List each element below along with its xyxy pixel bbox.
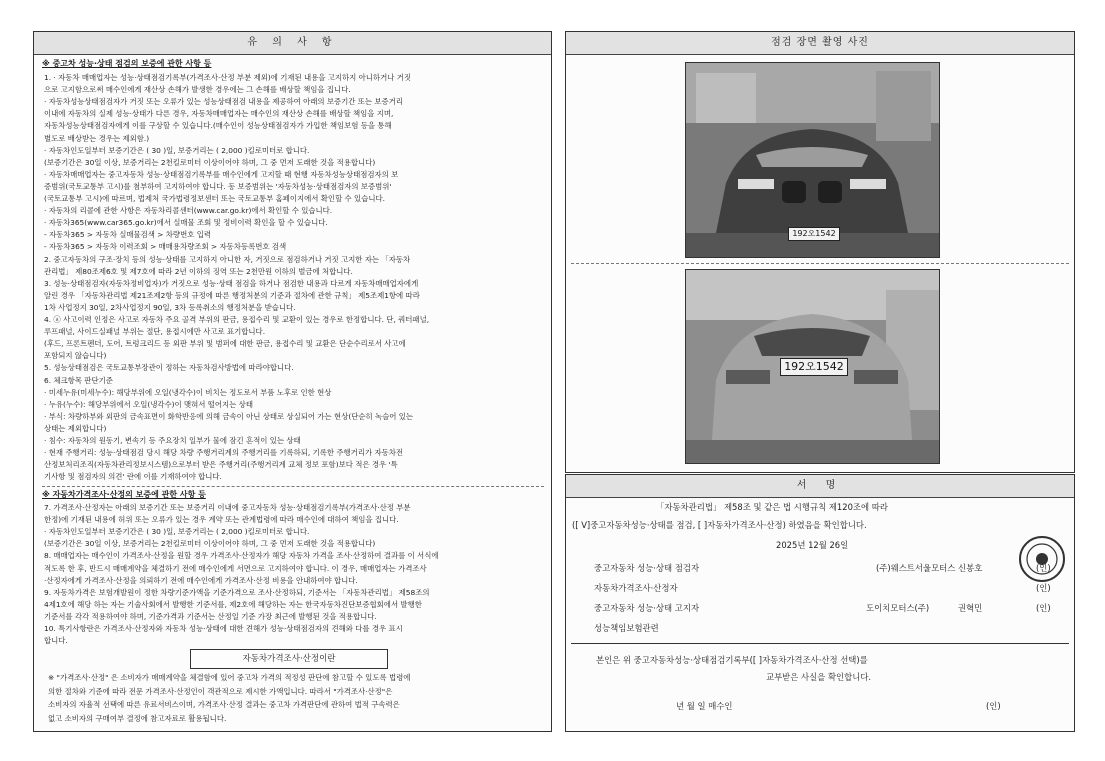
signer-role-label: 성능책임보험관련 xyxy=(594,623,659,633)
section-1-line: · 자동차매매업자는 중고자동차 성능·상태점검기록부를 매수인에게 고지할 때 현행 자동차성능상태점검자의 보 xyxy=(44,169,399,179)
signature-date: 2025년 12월 26일 xyxy=(776,540,849,550)
signer-name: (주)웨스트서울모터스 신봉호 xyxy=(876,563,983,573)
section-1-line: 증범위(국토교통부 고시)를 첨부하여 고지하여야 합니다. 동 보증범위는 '자동차성능·상태점검자의 보증범위' xyxy=(44,181,392,191)
section-1-line: - 자동차365 > 자동차 이력조회 > 매매용차량조회 > 자동차등록번호 검색 xyxy=(44,242,287,252)
price-box-line: 없고 소비자의 구매여부 결정에 참고자료로 활용됩니다. xyxy=(48,713,227,723)
section-2-line: 적도록 한 후, 반드시 매매계약을 체결하기 전에 매수인에게 서면으로 고지하여야 합니다. 이 경우, 매매업자는 가격조사 xyxy=(44,563,427,573)
section-1-line: · 자동차인도일부터 보증기간은 ( 30 )일, 보증거리는 ( 2,000 )킬로미터로 합니다. xyxy=(44,145,310,155)
section-2-line: (보증기간은 30일 이상, 보증거리는 2천킬로미터 이상이어야 하며, 그 중 먼저 도래한 것을 적용합니다) xyxy=(44,539,376,549)
section-2-line: 7. 가격조사·산정자는 아래의 보증기간 또는 보증거리 이내에 중고자동차 성능·상태점검기록부(가격조사·산정 부분 xyxy=(44,503,411,512)
section-1-line: · 누유(누수): 해당부위에서 오일(냉각수)이 맺혀서 떨어지는 상태 xyxy=(44,399,253,409)
signer-seal-mark: (인) xyxy=(1036,563,1051,573)
section-1-line: 산정보처리조직(자동차관리정보시스템)으로부터 받은 주행거리(주행거리계 교체 정보 포함)보다 적은 경우 '특 xyxy=(44,460,398,470)
section-2-line: 합니다. xyxy=(44,636,68,646)
signer-seal-mark: (인) xyxy=(1036,583,1051,593)
section-1-line: · 현재 주행거리: 성능·상태점검 당시 해당 차량 주행거리계의 주행거리를 기록하되, 기록한 주행거리가 자동차전 xyxy=(44,448,404,458)
rear-license-plate: 192오1542 xyxy=(780,358,848,376)
signature-check: ([ V]중고자동차성능·상태를 점검, [ ]자동차가격조사·산정) 하였음을 확인합니다. xyxy=(572,520,867,530)
section-1-line: - 자동차365 > 자동차 실매물검색 > 차량번호 입력 xyxy=(44,230,211,240)
section-1-line: 관리법」 제80조제6호 및 제7호에 따라 2년 이하의 징역 또는 2천만원 이하의 벌금에 처합니다. xyxy=(44,266,353,276)
section-2-line: 8. 매매업자는 매수인이 가격조사·산정을 원할 경우 가격조사·산정자가 해당 자동차 가격을 조사·산정하여 결과를 이 서식에 xyxy=(44,551,439,561)
signer-role-label: 중고자동차 성능·상태 고지자 xyxy=(594,603,700,613)
signature-panel xyxy=(565,474,1075,732)
signer-name: 도이치모터스(주) xyxy=(866,603,930,613)
car-front-photo xyxy=(685,62,940,258)
section-1-line: 자동차성능상태점검자에게 이를 구상할 수 있습니다.(매수인이 성능상태점검자가 가입한 책임보험 등을 통해 xyxy=(44,121,392,131)
section-2-title: ※ 자동차가격조사·산정의 보증에 관한 사항 등 xyxy=(42,490,206,499)
price-box-title: 자동차가격조사·산정이란 xyxy=(190,649,388,669)
signer-seal-mark: (인) xyxy=(1036,603,1051,613)
section-1-line: 알린 경우 「자동차관리법 제21조제2항 등의 규정에 따른 행정처분의 기준과 절차에 관한 규칙」 제5조제1항에 따라 xyxy=(44,290,420,300)
signer-role-label: 중고자동차 성능·상태 점검자 xyxy=(594,563,700,573)
confirm-line-1: 본인은 위 중고자동차성능·상태점검기록부([ ]자동차가격조사·산정 선택)를 xyxy=(596,655,868,665)
section-2-line: ·산정자에게 가격조사·산정을 의뢰하기 전에 매수인에게 가격조사·산정 비용을 안내하여야 합니다. xyxy=(44,575,358,585)
section-2-line: 10. 특기사항란은 가격조사·산정자와 자동차 성능·상태에 대한 견해가 성능·상태점검자의 견해와 다를 경우 표시 xyxy=(44,624,403,633)
section-1-line: 기사항 및 점검자의 의견' 란에 이를 기재하여야 합니다. xyxy=(44,472,222,482)
section-1-line: 4. ⓐ 사고이력 인정은 사고로 자동차 주요 골격 부위의 판금, 용접수리 및 교환이 있는 경우로 한정합니다. 단, 쿼터패널, xyxy=(44,315,430,324)
section-1-line: · 자동차의 리콜에 관한 사항은 자동차리콜센터(www.car.go.kr)에서 확인할 수 있습니다. xyxy=(44,206,333,216)
section-1-line: 6. 체크항목 판단기준 xyxy=(44,375,113,385)
signature-title: 서 명 xyxy=(566,475,1074,498)
signature-divider xyxy=(571,643,1069,644)
section-1-line: 상태는 제외합니다) xyxy=(44,423,107,433)
section-2-line: 9. 자동차가격은 보험개발원이 정한 차량기준가액을 기준가격으로 조사·산정하되, 기준서는 「자동차관리법」 제58조의 xyxy=(44,587,430,597)
section-1-line: · 미세누유(미세누수): 해당부위에 오일(냉각수)이 비치는 정도로서 부품 노후로 인한 현상 xyxy=(44,387,332,397)
confirm-line-2: 교부받은 사실을 확인합니다. xyxy=(766,672,872,682)
price-box-line: 의한 절차와 기준에 따라 전문 가격조사·산정인이 객관적으로 제시한 가액입니다. 따라서 "가격조사·산정"은 xyxy=(48,686,393,696)
photo-title: 점검 장면 촬영 사진 xyxy=(566,32,1074,55)
section-1-line: 2. 중고자동차의 구조·장치 등의 성능·상태를 고지하지 아니한 자, 거짓으로 점검하거나 거짓 고지한 자는 「자동차 xyxy=(44,254,411,264)
section-1-line: (국토교통부 고시)에 따르며, 법제처 국가법령정보센터 또는 국토교통부 홈페이지에서 확인할 수 있습니다. xyxy=(44,194,385,203)
signature-intro: 「자동차관리법」 제58조 및 같은 법 시행규칙 제120조에 따라 xyxy=(656,502,888,512)
section-1-line: (후드, 프론트펜더, 도어, 트렁크리드 등 외판 부위 및 범퍼에 대한 판금, 용접수리 및 교환은 단순수리로서 사고에 xyxy=(44,339,406,349)
section-2-line: 기준서를 각각 적용하여야 하며, 기준가격과 기준서는 산정일 기준 가장 최근에 발행된 것을 적용합니다. xyxy=(44,611,377,621)
section-1-line: 포함되지 않습니다) xyxy=(44,351,107,361)
photo-panel xyxy=(565,31,1075,473)
buyer-sign-line: 년 월 일 매수인 xyxy=(676,701,733,711)
price-box-line: ※ "가격조사·산정" 은 소비자가 매매계약을 체결함에 있어 중고차 가격의 적정성 판단에 참고할 수 있도록 법령에 xyxy=(48,673,411,682)
front-license-plate: 192오1542 xyxy=(788,227,840,241)
notice-panel xyxy=(33,31,552,732)
section-1-line: · 자동차성능상태점검자가 거짓 또는 오류가 있는 성능상태점검 내용을 제공하여 아래의 보증기간 또는 보증거리 xyxy=(44,97,403,107)
signer-role-label: 자동차가격조사·산정자 xyxy=(594,583,678,593)
price-box-line: 소비자의 자율적 선택에 따른 유료서비스이며, 가격조사·산정 결과는 중고차 가격판단에 관하여 법적 구속력은 xyxy=(48,700,400,709)
section-1-line: · 부식: 차량하부와 외판의 금속표면이 화학반응에 의해 금속이 아닌 상태로 상실되어 가는 현상(단순히 녹슬어 있는 xyxy=(44,411,414,421)
section-1-line: · 자동차365(www.car365.go.kr)에서 실매물 조회 및 정비이력 확인을 할 수 있습니다. xyxy=(44,218,328,228)
section-2-line: 4제1호에 해당 하는 자는 기술사회에서 발행한 기준서를, 제2호에 해당하는 자는 한국자동차진단보증협회에서 발행한 xyxy=(44,599,422,609)
section-1-line: 5. 성능상태점검은 국토교통부장관이 정하는 자동차검사방법에 따라야합니다. xyxy=(44,363,294,373)
official-seal-icon xyxy=(1018,535,1066,583)
photo-divider xyxy=(571,263,1069,264)
section-divider xyxy=(42,486,544,487)
section-1-line: 1차 사업정지 30일, 2차사업정지 90일, 3차 등록취소의 행정처분을 받습니다. xyxy=(44,302,296,312)
section-1-line: 이내에 자동차의 실제 성능·상태가 다른 경우, 자동차매매업자는 매수인의 재산상 손해를 배상할 책임을 지며, xyxy=(44,109,394,119)
buyer-seal-mark: (인) xyxy=(986,701,1001,711)
section-1-line: 루프패널, 사이드실패널 부위는 절단, 용접시에만 사고로 표기합니다. xyxy=(44,327,266,337)
section-2-line: · 자동차인도일부터 보증기간은 ( 30 )일, 보증거리는 ( 2,000 )킬로미터로 합니다. xyxy=(44,527,310,537)
section-1-line: 1. · 자동차 매매업자는 성능·상태점검기록부(가격조사·산정 부분 제외)에 기재된 내용을 고지하지 아니하거나 거짓 xyxy=(44,73,411,82)
section-1-line: · 침수: 자동차의 원동기, 변속기 등 주요장치 일부가 물에 잠긴 흔적이 있는 상태 xyxy=(44,436,301,445)
section-1-line: 으로 고지함으로써 매수인에게 재산상 손해가 발생한 경우에는 그 손해를 배상할 책임을 집니다. xyxy=(44,85,351,95)
section-1-line: (보증기간은 30일 이상, 보증거리는 2천킬로미터 이상이어야 하며, 그 중 먼저 도래한 것을 적용합니다) xyxy=(44,157,376,167)
signer-person: 권혁민 xyxy=(958,603,983,613)
car-rear-photo xyxy=(685,269,940,464)
notice-title: 유 의 사 항 xyxy=(34,32,551,55)
section-2-line: 한정)에 기재된 내용에 허위 또는 오류가 있는 경우 계약 또는 관계법령에 따라 매수인에 대하여 책임을 집니다. xyxy=(44,515,399,525)
section-1-line: 별도로 배상받는 경우는 제외함.) xyxy=(44,133,150,143)
section-1-line: 3. 성능·상태점검자(자동차정비업자)가 거짓으로 성능·상태 점검을 하거나 점검한 내용과 다르게 자동차매매업자에게 xyxy=(44,278,419,288)
section-1-title: ※ 중고차 성능·상태 점검의 보증에 관한 사항 등 xyxy=(42,59,212,68)
